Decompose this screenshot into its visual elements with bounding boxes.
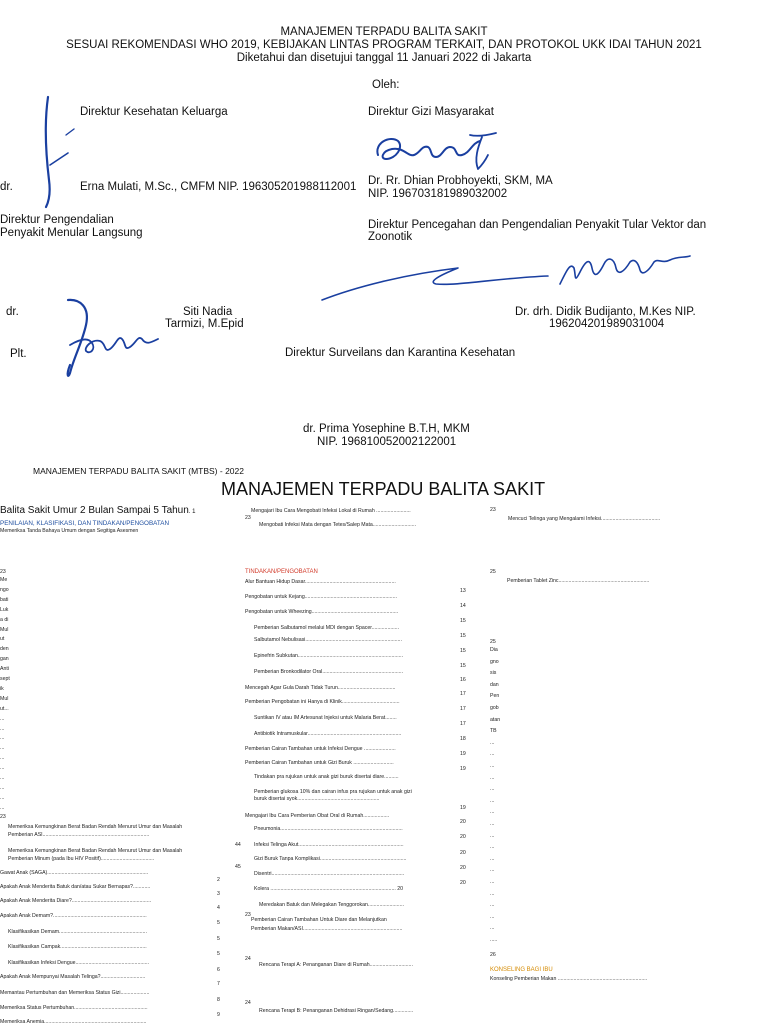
toc-left-item[interactable]: Klasifikasikan Campak............................................................ bbox=[8, 944, 147, 950]
toc-left-section[interactable]: PENILAIAN, KLASIFIKASI, DAN TINDAKAN/PENGOBATAN bbox=[0, 520, 170, 527]
toc-mid-top-1-page: 23 bbox=[245, 515, 251, 521]
toc-right-fragment: ... bbox=[490, 855, 495, 862]
toc-left-heading-page: . 1 bbox=[188, 509, 196, 515]
signatory-5-name: dr. Prima Yosephine B.T.H, MKM bbox=[303, 423, 470, 435]
toc-right-fragment: ... bbox=[490, 751, 495, 758]
toc-mid-item[interactable]: Suntikan IV atau IM Artesunat Injeksi untuk Malaria Berat........ bbox=[254, 715, 397, 721]
approval-date: Diketahui dan disetujui tanggal 11 Januari 2022 di Jakarta bbox=[236, 52, 532, 64]
toc-mid-item-page: 19 bbox=[460, 805, 466, 811]
toc-mid-item[interactable]: Alur Bantuan Hidup Dasar............................................................... bbox=[245, 579, 396, 585]
toc-left-fragment: ngo bbox=[0, 586, 9, 593]
toc-right-25-item[interactable]: Pemberian Tablet Zinc............................................................... bbox=[507, 578, 650, 584]
toc-mid-item-page: 17 bbox=[460, 721, 466, 727]
toc-mid-item-page: 19 bbox=[460, 751, 466, 757]
toc-right-page-26: 26 bbox=[490, 952, 496, 958]
signatory-2-name: Dr. Rr. Dhian Probhoyekti, SKM, MA bbox=[368, 175, 553, 187]
toc-mid-item-page: 19 bbox=[460, 766, 466, 772]
signature-1-icon bbox=[28, 95, 88, 210]
toc-mid-top-2[interactable]: Mengobati Infeksi Mata dengan Tetes/Salep Mata.............................. bbox=[259, 522, 417, 528]
toc-big-title: MANAJEMEN TERPADU BALITA SAKIT bbox=[221, 479, 546, 499]
toc-left-heading-text: Balita Sakit Umur 2 Bulan Sampai 5 Tahun bbox=[0, 505, 189, 516]
toc-mid-item[interactable]: Rencana Terapi B: Penanganan Dehidrasi Ringan/Sedang.............. bbox=[259, 1008, 414, 1014]
toc-right-fragment: ... bbox=[490, 832, 495, 839]
toc-mid-item-page: 18 bbox=[460, 736, 466, 742]
signatory-5-nip: NIP. 196810052002122001 bbox=[317, 436, 457, 448]
toc-left-fragment: a di bbox=[0, 616, 9, 623]
signatory-1-role: Direktur Kesehatan Keluarga bbox=[80, 106, 228, 118]
toc-right-fragment: dan bbox=[490, 681, 499, 688]
toc-left-item[interactable]: Memeriksa Kemungkinan Berat Badan Rendah Menurut Umur dan Masalah bbox=[8, 824, 183, 830]
toc-left-fragment: ... bbox=[0, 784, 5, 791]
toc-mid-top-1[interactable]: Mengajari Ibu Cara Mengobati Infeksi Lokal di Rumah ........................ bbox=[251, 508, 411, 514]
toc-mid-item[interactable]: Meredakan Batuk dan Melegakan Tenggorokan......................... bbox=[259, 902, 404, 908]
signature-3-icon bbox=[40, 295, 165, 380]
toc-mid-section[interactable]: TINDAKAN/PENGOBATAN bbox=[245, 569, 318, 575]
toc-mid-item[interactable]: Tindakan pra rujukan untuk anak gizi buruk disertai diare.......... bbox=[254, 774, 399, 780]
toc-left-fragment: ... bbox=[0, 765, 5, 772]
toc-mid-item[interactable]: Antibiotik Intramuskular................................................................. bbox=[254, 731, 402, 737]
toc-left-item-page: 7 bbox=[217, 981, 220, 987]
toc-mid-item-page: 17 bbox=[460, 691, 466, 697]
toc-right-fragment: ... bbox=[490, 867, 495, 874]
toc-mid-item[interactable]: Pengobatan untuk Wheezing............................................................ bbox=[245, 609, 399, 615]
toc-right-fragment: ... bbox=[490, 821, 495, 827]
signatory-1-name: Erna Mulati, M.Sc., CMFM NIP. 196305201988112001 bbox=[80, 181, 357, 193]
toc-mid-item[interactable]: Pneumonia..................................................................................... bbox=[254, 826, 403, 832]
toc-mid-item[interactable]: Pemberian Bronkodilator Oral........................................................ bbox=[254, 669, 404, 675]
toc-right-fragment: gob bbox=[490, 705, 499, 711]
toc-right-fragment: ... bbox=[490, 763, 495, 769]
toc-left-fragment: sept bbox=[0, 676, 10, 682]
signatory-5-role: Direktur Surveilans dan Karantina Kesehatan bbox=[285, 347, 516, 359]
signed-by-label: Oleh: bbox=[372, 79, 400, 91]
toc-left-item[interactable]: Memeriksa Kemungkinan Berat Badan Rendah Menurut Umur dan Masalah bbox=[8, 848, 183, 854]
toc-left-item[interactable]: Klasifikasikan Demam............................................................. bbox=[8, 929, 147, 935]
toc-left-heading bbox=[0, 505, 195, 516]
toc-mid-item-page: 20 bbox=[460, 880, 466, 886]
signatory-4-role-line1: Direktur Pencegahan dan Pengendalian Penyakit Tular Vektor dan bbox=[368, 219, 707, 231]
toc-left-fragment: ut... bbox=[0, 705, 9, 712]
toc-right-fragment: Dia bbox=[490, 647, 498, 653]
toc-left-item[interactable]: Gawat Anak (SAGA)...................................................................... bbox=[0, 870, 149, 876]
toc-right-fragment: ... bbox=[490, 925, 495, 932]
document-subtitle: SESUAI REKOMENDASI WHO 2019, KEBIJAKAN LINTAS PROGRAM TERKAIT, DAN PROTOKOL UKK IDAI TAHUN 2021 bbox=[66, 39, 702, 51]
toc-mid-item-page: 13 bbox=[460, 588, 466, 594]
toc-mid-item-page: 20 bbox=[460, 819, 466, 825]
toc-left-item[interactable]: Pemberian Minum (pada Ibu HIV Positif)..................................... bbox=[8, 856, 155, 862]
toc-left-item[interactable]: Memeriksa Anemia....................................................................... bbox=[0, 1019, 147, 1025]
toc-left-fragment: ... bbox=[0, 804, 5, 811]
signatory-3-plt: Plt. bbox=[10, 348, 27, 360]
toc-right-fragment: sis bbox=[490, 670, 497, 677]
document-title: MANAJEMEN TERPADU BALITA SAKIT bbox=[280, 26, 488, 38]
toc-left-item-page: 5 bbox=[217, 951, 220, 957]
toc-left-fragment: Mul bbox=[0, 626, 9, 633]
toc-mid-item-page: 17 bbox=[460, 706, 466, 712]
toc-left-fragment: ... bbox=[0, 735, 5, 742]
toc-mid-item[interactable]: Salbutamol Nebulisasi................................................................... bbox=[254, 637, 402, 643]
toc-mid-extra-number: 24 bbox=[245, 956, 251, 962]
toc-right-fragment: ... bbox=[490, 786, 495, 793]
toc-mid-item[interactable]: Kolera ....................................................................................... 20 bbox=[254, 886, 404, 892]
signatory-4-name: Dr. drh. Didik Budijanto, M.Kes NIP. bbox=[515, 306, 696, 318]
signatory-4-role-line2: Zoonotik bbox=[368, 231, 413, 243]
signatory-3-role-line2: Penyakit Menular Langsung bbox=[0, 227, 143, 239]
toc-right-fragment: ... bbox=[490, 844, 495, 851]
signatory-4-nip: 196204201989031004 bbox=[549, 318, 665, 330]
toc-right-fragment: ... bbox=[490, 809, 495, 816]
toc-right-fragment: ... bbox=[490, 774, 495, 781]
toc-mid-item[interactable]: Pemberian Salbutamol melalui MDI dengan Spacer................... bbox=[254, 625, 400, 631]
toc-left-item-page: 5 bbox=[217, 920, 220, 926]
toc-left-fragment: den bbox=[0, 646, 9, 653]
toc-mid-item-page: 20 bbox=[460, 865, 466, 871]
toc-mid-item[interactable]: Rencana Terapi A: Penanganan Diare di Rumah.............................. bbox=[259, 962, 413, 968]
toc-mid-item[interactable]: Pemberian Cairan Tambahan untuk Gizi Buruk ............................ bbox=[245, 760, 394, 766]
toc-mid-extra-number: 45 bbox=[235, 864, 241, 870]
signatory-2-role: Direktur Gizi Masyarakat bbox=[368, 106, 494, 118]
running-header: MANAJEMEN TERPADU BALITA SAKIT (MTBS) - 2022 bbox=[33, 466, 244, 476]
toc-left-item[interactable]: Apakah Anak Mempunyai Masalah Telinga?............................... bbox=[0, 974, 146, 980]
toc-left-fragment: ik bbox=[0, 685, 4, 692]
toc-left-item-page: 4 bbox=[217, 905, 220, 911]
toc-right-fragment: ... bbox=[490, 913, 495, 920]
toc-mid-item[interactable]: Pemberian Cairan Tambahan untuk Infeksi Dengue ...................... bbox=[245, 746, 396, 752]
toc-left-fragment: ... bbox=[0, 794, 5, 801]
toc-left-fragment: ut bbox=[0, 636, 5, 643]
toc-mid-item-page: 15 bbox=[460, 633, 466, 639]
toc-right-fragment: ... bbox=[490, 739, 495, 746]
toc-mid-item[interactable]: Epinefrin Subkutan......................................................................... bbox=[254, 653, 404, 659]
toc-right-fragment: TB bbox=[490, 728, 497, 735]
toc-left-fragment: bati bbox=[0, 596, 9, 603]
toc-mid-item[interactable]: Pemberian Makan/ASI..................................................................... bbox=[251, 926, 403, 932]
toc-mid-item-page: 15 bbox=[460, 618, 466, 624]
toc-mid-item[interactable]: Mengajari Ibu Cara Pemberian Obat Oral di Rumah.................. bbox=[245, 813, 390, 819]
signatory-3-role-line1: Direktur Pengendalian bbox=[0, 214, 114, 226]
toc-left-item[interactable]: Klasifikasikan Infeksi Dengue................................................... bbox=[8, 960, 149, 966]
toc-left-item[interactable]: Apakah Anak Menderita Diare?....................................................... bbox=[0, 898, 152, 904]
toc-left-fragment: gan bbox=[0, 656, 9, 663]
toc-right-fragment: ... bbox=[490, 879, 495, 885]
toc-left-fragment: Luk bbox=[0, 606, 9, 613]
toc-left-fragment: ... bbox=[0, 715, 5, 722]
toc-mid-extra-number: 24 bbox=[245, 1000, 251, 1006]
signatory-3-prefix: dr. bbox=[6, 306, 19, 318]
toc-left-item-page: 2 bbox=[217, 877, 220, 883]
toc-mid-item[interactable]: Gizi Buruk Tanpa Komplikasi............................................................ bbox=[254, 856, 407, 862]
toc-right-page-25: 25 bbox=[490, 569, 496, 575]
toc-left-section-sub[interactable]: Memeriksa Tanda Bahaya Umum dengan Segitiga Asesmen bbox=[0, 528, 139, 534]
toc-left-item-page: 9 bbox=[217, 1012, 220, 1018]
toc-left-item[interactable]: Apakah Anak Demam?................................................................. bbox=[0, 913, 147, 919]
toc-left-item-page: 5 bbox=[217, 936, 220, 942]
toc-mid-item-page: 14 bbox=[460, 603, 466, 609]
toc-left-item[interactable]: Memantau Pertumbuhan dan Memeriksa Status Gizi.................... bbox=[0, 990, 150, 996]
toc-right-page-25b: 25 bbox=[490, 639, 496, 645]
toc-mid-item-page: 20 bbox=[460, 850, 466, 856]
toc-left-page-23b: 23 bbox=[0, 814, 6, 820]
toc-right-section[interactable]: KONSELING BAGI IBU bbox=[490, 967, 553, 973]
toc-mid-item-page: 15 bbox=[460, 663, 466, 669]
toc-mid-item-page: 15 bbox=[460, 648, 466, 654]
signatory-2-nip: NIP. 196703181989032002 bbox=[368, 188, 508, 200]
toc-right-page-23: 23 bbox=[490, 507, 496, 513]
toc-right-fragment: ... bbox=[490, 902, 495, 909]
toc-mid-item-page: 20 bbox=[460, 834, 466, 840]
toc-right-fragment: ... bbox=[490, 890, 495, 897]
toc-mid-extra-number: 23 bbox=[245, 912, 251, 918]
signatory-1-prefix: dr. bbox=[0, 181, 13, 193]
toc-left-item-page: 6 bbox=[217, 967, 220, 973]
toc-left-fragment: ... bbox=[0, 755, 5, 762]
toc-left-item-page: 8 bbox=[217, 997, 220, 1003]
toc-mid-item[interactable]: Pengobatan untuk Kejang................................................................ bbox=[245, 594, 397, 600]
toc-left-page-23: 23 bbox=[0, 569, 6, 575]
toc-mid-item[interactable]: Pemberian Cairan Tambahan Untuk Diare dan Melanjutkan bbox=[251, 917, 387, 923]
toc-left-item[interactable]: Memeriksa Status Pertumbuhan................................................... bbox=[0, 1005, 148, 1011]
toc-left-fragment: Me bbox=[0, 577, 8, 583]
toc-left-fragment: ... bbox=[0, 775, 5, 781]
signature-4-icon bbox=[318, 248, 718, 308]
toc-right-section-item[interactable]: Konseling Pemberian Makan .............................................................. bbox=[490, 976, 648, 982]
toc-left-fragment: Anti bbox=[0, 666, 9, 673]
toc-right-fragment: ..... bbox=[490, 937, 498, 943]
toc-mid-item[interactable]: buruk disertai syok......................................................... bbox=[254, 796, 380, 802]
toc-mid-item[interactable]: Infeksi Telinga Akut......................................................................... bbox=[254, 842, 404, 848]
toc-mid-item[interactable]: Pemberian Pengobatan ini Hanya di Klinik........................................ bbox=[245, 699, 400, 705]
toc-left-fragment: Mul bbox=[0, 695, 9, 702]
toc-left-item[interactable]: Pemberian ASI.......................................................................... bbox=[8, 832, 150, 838]
toc-right-fragment: atan bbox=[490, 716, 501, 723]
signatory-3-name-line1: Siti Nadia bbox=[183, 306, 233, 318]
toc-right-fragment: gno bbox=[490, 658, 499, 665]
toc-right-fragment: ... bbox=[490, 797, 495, 804]
toc-mid-item[interactable]: Disentri............................................................................................ bbox=[254, 871, 405, 877]
toc-left-fragment: ... bbox=[0, 745, 5, 752]
toc-left-item-page: 3 bbox=[217, 891, 220, 897]
toc-left-item[interactable]: Apakah Anak Menderita Batuk dan/atau Sukar Bernapas?............ bbox=[0, 884, 151, 890]
toc-mid-item[interactable]: Pemberian glukosa 10% dan cairan infus pra rujukan untuk anak gizi bbox=[254, 789, 412, 795]
signatory-3-name-line2: Tarmizi, M.Epid bbox=[165, 318, 244, 330]
toc-left-fragment: ... bbox=[0, 725, 5, 732]
toc-mid-item[interactable]: Mencegah Agar Gula Darah Tidak Turun........................................ bbox=[245, 685, 396, 691]
signature-2-icon bbox=[370, 125, 505, 175]
toc-right-fragment: Pen bbox=[490, 693, 500, 700]
toc-right-top-item[interactable]: Mencuci Telinga yang Mengalami Infeksi......................................... bbox=[508, 516, 661, 522]
toc-mid-item-page: 16 bbox=[460, 677, 466, 683]
toc-mid-extra-number: 44 bbox=[235, 842, 241, 848]
